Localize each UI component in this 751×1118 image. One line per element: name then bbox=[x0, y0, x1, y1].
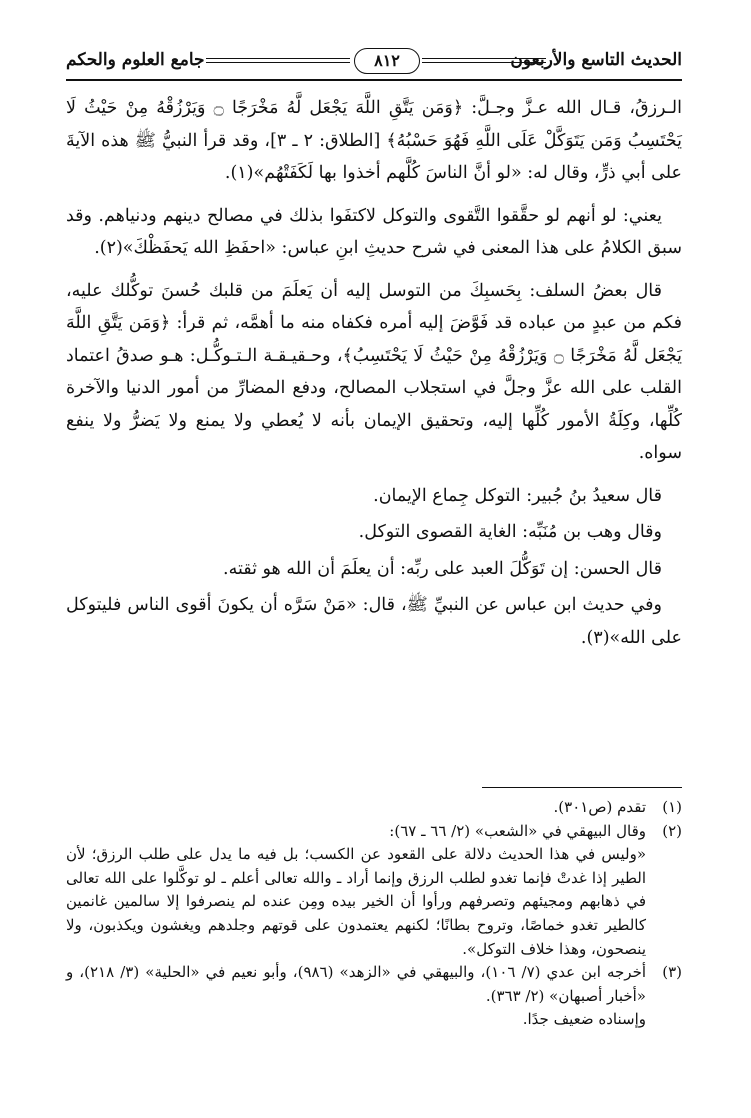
footnote-number: (٣) bbox=[662, 963, 682, 982]
main-text bbox=[66, 92, 682, 664]
header-rule bbox=[66, 79, 682, 81]
paragraph: وفي حديث ابن عباس عن النبيِّ ﷺ، قال: «مَنْ سَرَّه أن يكونَ أقوى الناس فليتوكل على الله»(٣). bbox=[66, 595, 682, 648]
footnote-separator bbox=[482, 787, 682, 788]
footnote bbox=[66, 961, 682, 1032]
footnote-text: وإسناده ضعيف جدًا. bbox=[522, 1010, 646, 1029]
paragraph: وقال وهب بن مُنَبِّه: الغاية القصوى التوكل. bbox=[358, 522, 662, 542]
running-header bbox=[66, 46, 682, 82]
footnote-text: أخرجه ابن عدي (٧/ ١٠٦)، والبيهقي في «الزهد» (٩٨٦)، وأبو نعيم في «الحلية» (٣/ ٢١٨)، و «أخبار أصبهان» (٢/ ٣٦٣). bbox=[66, 963, 647, 1005]
header-double-line bbox=[206, 58, 350, 63]
paragraph: قال سعيدُ بنُ جُبير: التوكل جِماع الإيمان. bbox=[373, 485, 662, 506]
footnote-quote: «وليس في هذا الحديث دلالة على القعود عن الكسب؛ بل فيه ما يدل على طلب الرزق؛ لأن الطير إذا غدتْ فإنما تغدو لطلب الرزق وإنما أراد ـ والله تعالى أعلم ـ لو توكَّلوا على الله تعالى في ذهابهم ومجيئهم وتصرفهم ورأوا أن الخير بيده ومِن عنده لم ينصرفوا إلا سالمين غانمين كالطير تغدو خماصًا، وتروح بطانًا؛ لكنهم يعتمدون على قوتهم وجلدهم ويغشون ويكذبون، ولا ينصحون، وهذا خلاف التوكل». bbox=[66, 845, 646, 958]
footnote-number: (١) bbox=[662, 798, 682, 816]
footnotes bbox=[66, 796, 682, 1032]
header-double-line bbox=[422, 58, 546, 63]
footnote bbox=[66, 820, 682, 962]
paragraph: يعني: لو أنهم لو حقَّقوا التَّقوى والتوكل لاكتفَوا بذلك في مصالح دينهم ودنياهم. وقد سبق الكلامُ على هذا المعنى في شرح حديثِ ابنِ عباس: «احفَظِ الله يَحفَظْكَ»(٢). bbox=[66, 205, 682, 258]
footnote-number: (٢) bbox=[662, 821, 682, 840]
book-title: جامع العلوم والحكم bbox=[66, 50, 205, 70]
footnote-text: تقدم (ص٣٠١). bbox=[553, 798, 646, 816]
paragraph: قال بعضُ السلف: بِحَسبِكَ من التوسل إليه أن يَعلَمَ من قلبك حُسنَ توكُّلك عليه، فكم من عبدٍ من عباده قد فَوَّضَ إليه أمره فكفاه منه ما أهمَّه، ثم قرأ: ﴿وَمَن يَتَّقِ اللَّهَ يَجْعَل لَّهُ مَخْرَجًا ۝ وَيَرْزُقْهُ مِنْ حَيْثُ لَا يَحْتَسِبُ﴾، وحـقيـقـة الـتـوكُّـل: هـو صدقُ اعتماد القلب على الله عزَّ وجلَّ في استجلاب المصالح، ودفع المضارِّ من أمور الدنيا والآخرة كُلِّها، وكِلَةُ الأمور كُلِّها إليه، وتحقيق الإيمان بأنه لا يُعطي ولا يمنع ولا يَضرُّ ولا ينفع سواه. bbox=[66, 280, 682, 463]
page-number: ٨١٢ bbox=[354, 48, 420, 74]
footnote bbox=[66, 796, 682, 820]
paragraph: قال الحسن: إن تَوَكُّلَ العبد على ربِّه: أن يعلَمَ أن الله هو ثقته. bbox=[223, 558, 662, 579]
paragraph: الـرزقُ، قـال الله عـزَّ وجـلَّ: ﴿وَمَن يَتَّقِ اللَّهَ يَجْعَل لَّهُ مَخْرَجًا ۝ وَيَرْزُقْهُ مِنْ حَيْثُ لَا يَحْتَسِبُ وَمَن يَتَوَكَّلْ عَلَى اللَّهِ فَهُوَ حَسْبُهُ﴾ [الطلاق: ٢ ـ ٣]، وقد قرأ النبيُّ ﷺ هذه الآيةَ على أبي ذرٍّ، وقال له: «لو أنَّ الناسَ كُلَّهم أخذوا بها لَكَفَتْهُم»(١). bbox=[66, 98, 683, 183]
chapter-title: الحديث التاسع والأربعون bbox=[510, 50, 682, 70]
footnote-text: وقال البيهقي في «الشعب» (٢/ ٦٦ ـ ٦٧): bbox=[389, 821, 646, 840]
